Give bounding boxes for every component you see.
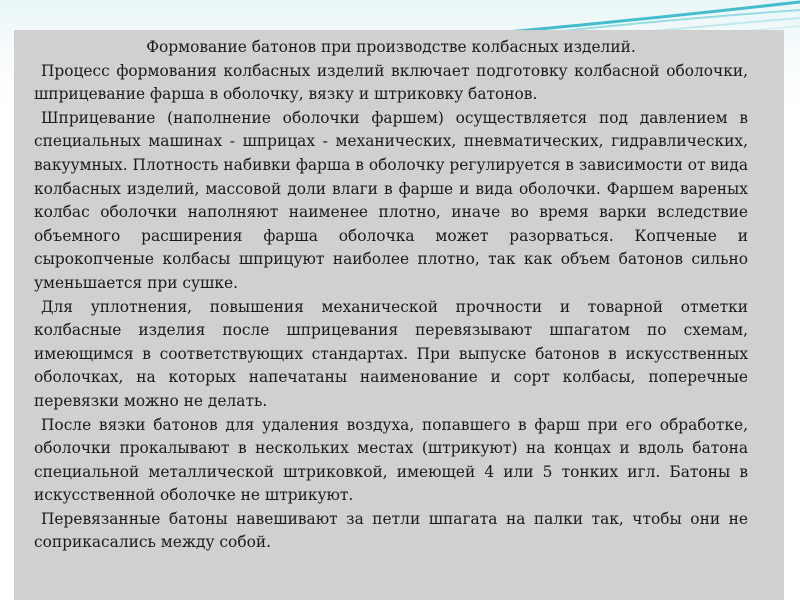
paragraph-pricking: После вязки батонов для удаления воздуха, попавшего в фарш при его обработке, оболочки прокалывают в нескольких местах (штрикуют) на концах и вдоль батона специальной металлической штриковкой, имеющей 4 или 5 тонких игл. Батоны в искусственной оболочке не штрикуют. bbox=[34, 415, 748, 505]
paragraph-hanging: Перевязанные батоны навешивают за петли шпагата на палки так, чтобы они не соприкасались между собой. bbox=[34, 509, 748, 552]
paragraph-stuffing: Шприцевание (наполнение оболочки фаршем) осуществляется под давлением в специальных машинах - шприцах - механических, пневматических, гидравлических, вакуумных. Плотность набивки фарша в оболочку регулируется в зависимости от вида колбасных изделий, массовой доли влаги в фарше и вида оболочки. Фаршем вареных колбас оболочки наполняют наименее плотно, иначе во время варки вследствие объемного расширения фарша оболочка может разорваться. Копченые и сырокопченые колбасы шприцуют наиболее плотно, так как объем батонов сильно уменьшается при сушке. bbox=[34, 108, 748, 292]
text-content-panel bbox=[14, 30, 784, 600]
paragraph-tying: Для уплотнения, повышения механической прочности и товарной отметки колбасные изделия после шприцевания перевязывают шпагатом по схемам, имеющимся в соответствующих стандартах. При выпуске батонов в искусственных оболочках, на которых напечатаны наименование и сорт колбасы, поперечные перевязки можно не делать. bbox=[34, 297, 748, 410]
paragraph-forming-process: Процесс формования колбасных изделий включает подготовку колбасной оболочки, шприцевание фарша в оболочку, вязку и штриковку батонов. bbox=[34, 61, 748, 104]
document-title: Формование батонов при производстве колбасных изделий. bbox=[146, 38, 636, 56]
